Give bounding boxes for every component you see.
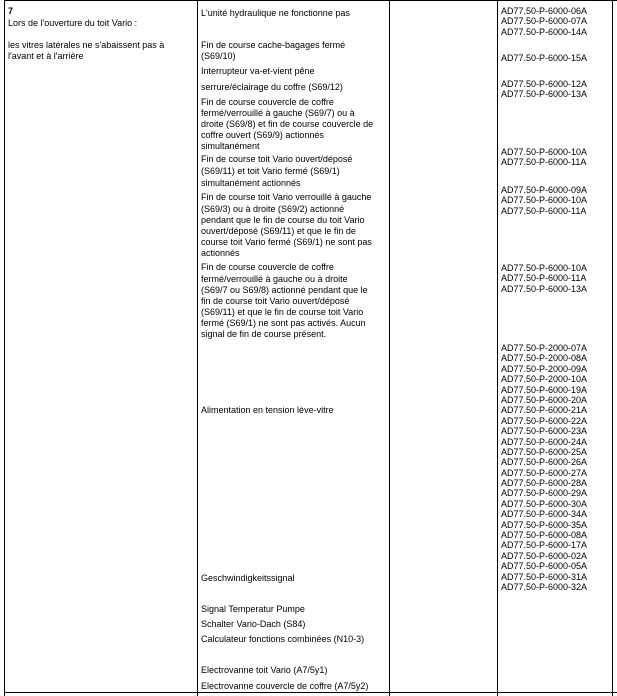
cause-line: fermé/verrouillé à gauche (S69/7) ou à <box>201 108 355 118</box>
document-code: AD77.50-P-6000-20A <box>501 394 588 405</box>
cause-line: Schalter Vario-Dach (S84) <box>201 619 306 629</box>
cause-line: coffre ouvert (S69/9) actionnés <box>201 130 324 140</box>
cause-line: fin de course toit Vario ouvert/déposé <box>201 296 350 306</box>
cause-line: fermé (S69/1) ne sont pas activés. Aucun <box>201 318 366 328</box>
document-code: AD77.50-P-6000-35A <box>501 519 588 530</box>
column-divider-3 <box>497 0 498 696</box>
document-code: AD77.50-P-6000-30A <box>501 498 588 509</box>
cause-line: ouvert/déposé (S69/11) et que le fin de <box>201 226 356 236</box>
cause-line: Geschwindigkeitssignal <box>201 573 295 583</box>
code-group <box>501 263 587 294</box>
cause-line: Alimentation en tension lève-vitre <box>201 405 334 415</box>
document-code: AD77.50-P-6000-11A <box>501 157 587 168</box>
document-code: AD77.50-P-2000-07A <box>501 343 588 353</box>
document-code: AD77.50-P-6000-24A <box>501 436 588 447</box>
document-code: AD77.50-P-6000-15A <box>501 53 588 63</box>
document-code: AD77.50-P-6000-14A <box>501 26 588 37</box>
document-code: AD77.50-P-6000-11A <box>501 205 587 216</box>
document-code: AD77.50-P-6000-22A <box>501 415 588 426</box>
document-code: AD77.50-P-2000-08A <box>501 353 588 364</box>
document-code: AD77.50-P-2000-09A <box>501 363 588 374</box>
document-code: AD77.50-P-6000-23A <box>501 426 588 437</box>
cause-line: Interrupteur va-et-vient pêne <box>201 66 315 76</box>
code-group <box>501 6 587 37</box>
symptom-line-2: les vitres latérales ne s'abaissent pas à <box>8 40 165 50</box>
document-code: AD77.50-P-6000-31A <box>501 571 588 582</box>
document-code: AD77.50-P-6000-10A <box>501 263 588 273</box>
document-code: AD77.50-P-6000-08A <box>501 530 588 541</box>
document-code: AD77.50-P-2000-10A <box>501 374 588 385</box>
code-group <box>501 185 587 216</box>
cause-line: (S69/11) et que le fin de course toit Vario <box>201 307 364 317</box>
document-code: AD77.50-P-6000-27A <box>501 467 588 478</box>
row-number: 7 <box>8 6 14 16</box>
column-divider-2 <box>389 0 390 696</box>
document-code: AD77.50-P-6000-02A <box>501 550 588 561</box>
document-code: AD77.50-P-6000-25A <box>501 446 588 457</box>
cause-line: (S69/3) ou à droite (S69/2) actionné <box>201 204 345 214</box>
cause-line: course toit Vario fermé (S69/1) ne sont pas <box>201 237 372 247</box>
cause-line: Calculateur fonctions combinées (N10-3) <box>201 634 365 644</box>
column-divider-1 <box>197 0 198 696</box>
cause-line: signal de fin de course présent. <box>201 329 327 339</box>
document-code: AD77.50-P-6000-13A <box>501 283 588 294</box>
document-code: AD77.50-P-6000-28A <box>501 478 588 489</box>
symptom-line-3: l'avant et à l'arrière <box>8 51 84 61</box>
document-code: AD77.50-P-6000-32A <box>501 581 588 592</box>
cause-line: Fin de course toit Vario verrouillé à gauche <box>201 192 372 202</box>
cause-line: actionnés <box>201 248 240 258</box>
cause-line: Fin de course toit Vario ouvert/déposé <box>201 154 353 164</box>
document-code: AD77.50-P-6000-13A <box>501 89 588 100</box>
document-code: AD77.50-P-6000-09A <box>501 185 588 195</box>
document-code: AD77.50-P-6000-26A <box>501 457 588 468</box>
document-code: AD77.50-P-6000-05A <box>501 561 588 572</box>
document-code: AD77.50-P-6000-19A <box>501 384 588 395</box>
code-group <box>501 79 587 100</box>
cause-line: L'unité hydraulique ne fonctionne pas <box>201 8 350 18</box>
document-code: AD77.50-P-6000-29A <box>501 488 588 499</box>
document-code: AD77.50-P-6000-06A <box>501 6 588 16</box>
cause-line: (S69/11) et toit Vario fermé (S69/1) <box>201 166 340 176</box>
document-code: AD77.50-P-6000-21A <box>501 405 588 416</box>
table-border-left <box>4 0 5 696</box>
document-code: AD77.50-P-6000-07A <box>501 16 588 27</box>
cause-line: serrure/éclairage du coffre (S69/12) <box>201 82 343 92</box>
cause-line: (S69/7 ou S69/8) actionné pendant que le <box>201 285 368 295</box>
code-group <box>501 53 587 63</box>
document-code: AD77.50-P-6000-12A <box>501 79 588 89</box>
document-code: AD77.50-P-6000-11A <box>501 273 587 284</box>
table-border-top <box>4 0 617 1</box>
code-group <box>501 343 587 592</box>
table-border-bottom <box>4 692 617 693</box>
table-border-right <box>612 0 613 696</box>
document-code: AD77.50-P-6000-10A <box>501 147 588 157</box>
cause-line: Electrovanne toit Vario (A7/5y1) <box>201 665 328 675</box>
document-code: AD77.50-P-6000-10A <box>501 195 588 206</box>
cause-line: Signal Temperatur Pumpe <box>201 604 305 614</box>
symptom-line-1: Lors de l'ouverture du toit Vario : <box>8 18 138 28</box>
cause-line: simultanément <box>201 141 260 151</box>
cause-line: Fin de course couvercle de coffre <box>201 262 334 272</box>
cause-line: (S69/10) <box>201 51 236 61</box>
cause-line: droite (S69/8) et fin de course couvercle de <box>201 119 374 129</box>
cause-line: Fin de course couvercle de coffre <box>201 97 334 107</box>
cause-line: Electrovanne couvercle de coffre (A7/5y2) <box>201 681 369 691</box>
cause-line: Fin de course cache-bagages fermé <box>201 40 346 50</box>
cause-line: fermé/verrouillé à gauche ou à droite <box>201 274 348 284</box>
cause-line: pendant que le fin de course du toit Vario <box>201 215 365 225</box>
document-code: AD77.50-P-6000-34A <box>501 509 588 520</box>
cause-line: simultanément actionnés <box>201 178 301 188</box>
document-code: AD77.50-P-6000-17A <box>501 540 588 551</box>
code-group <box>501 147 587 168</box>
